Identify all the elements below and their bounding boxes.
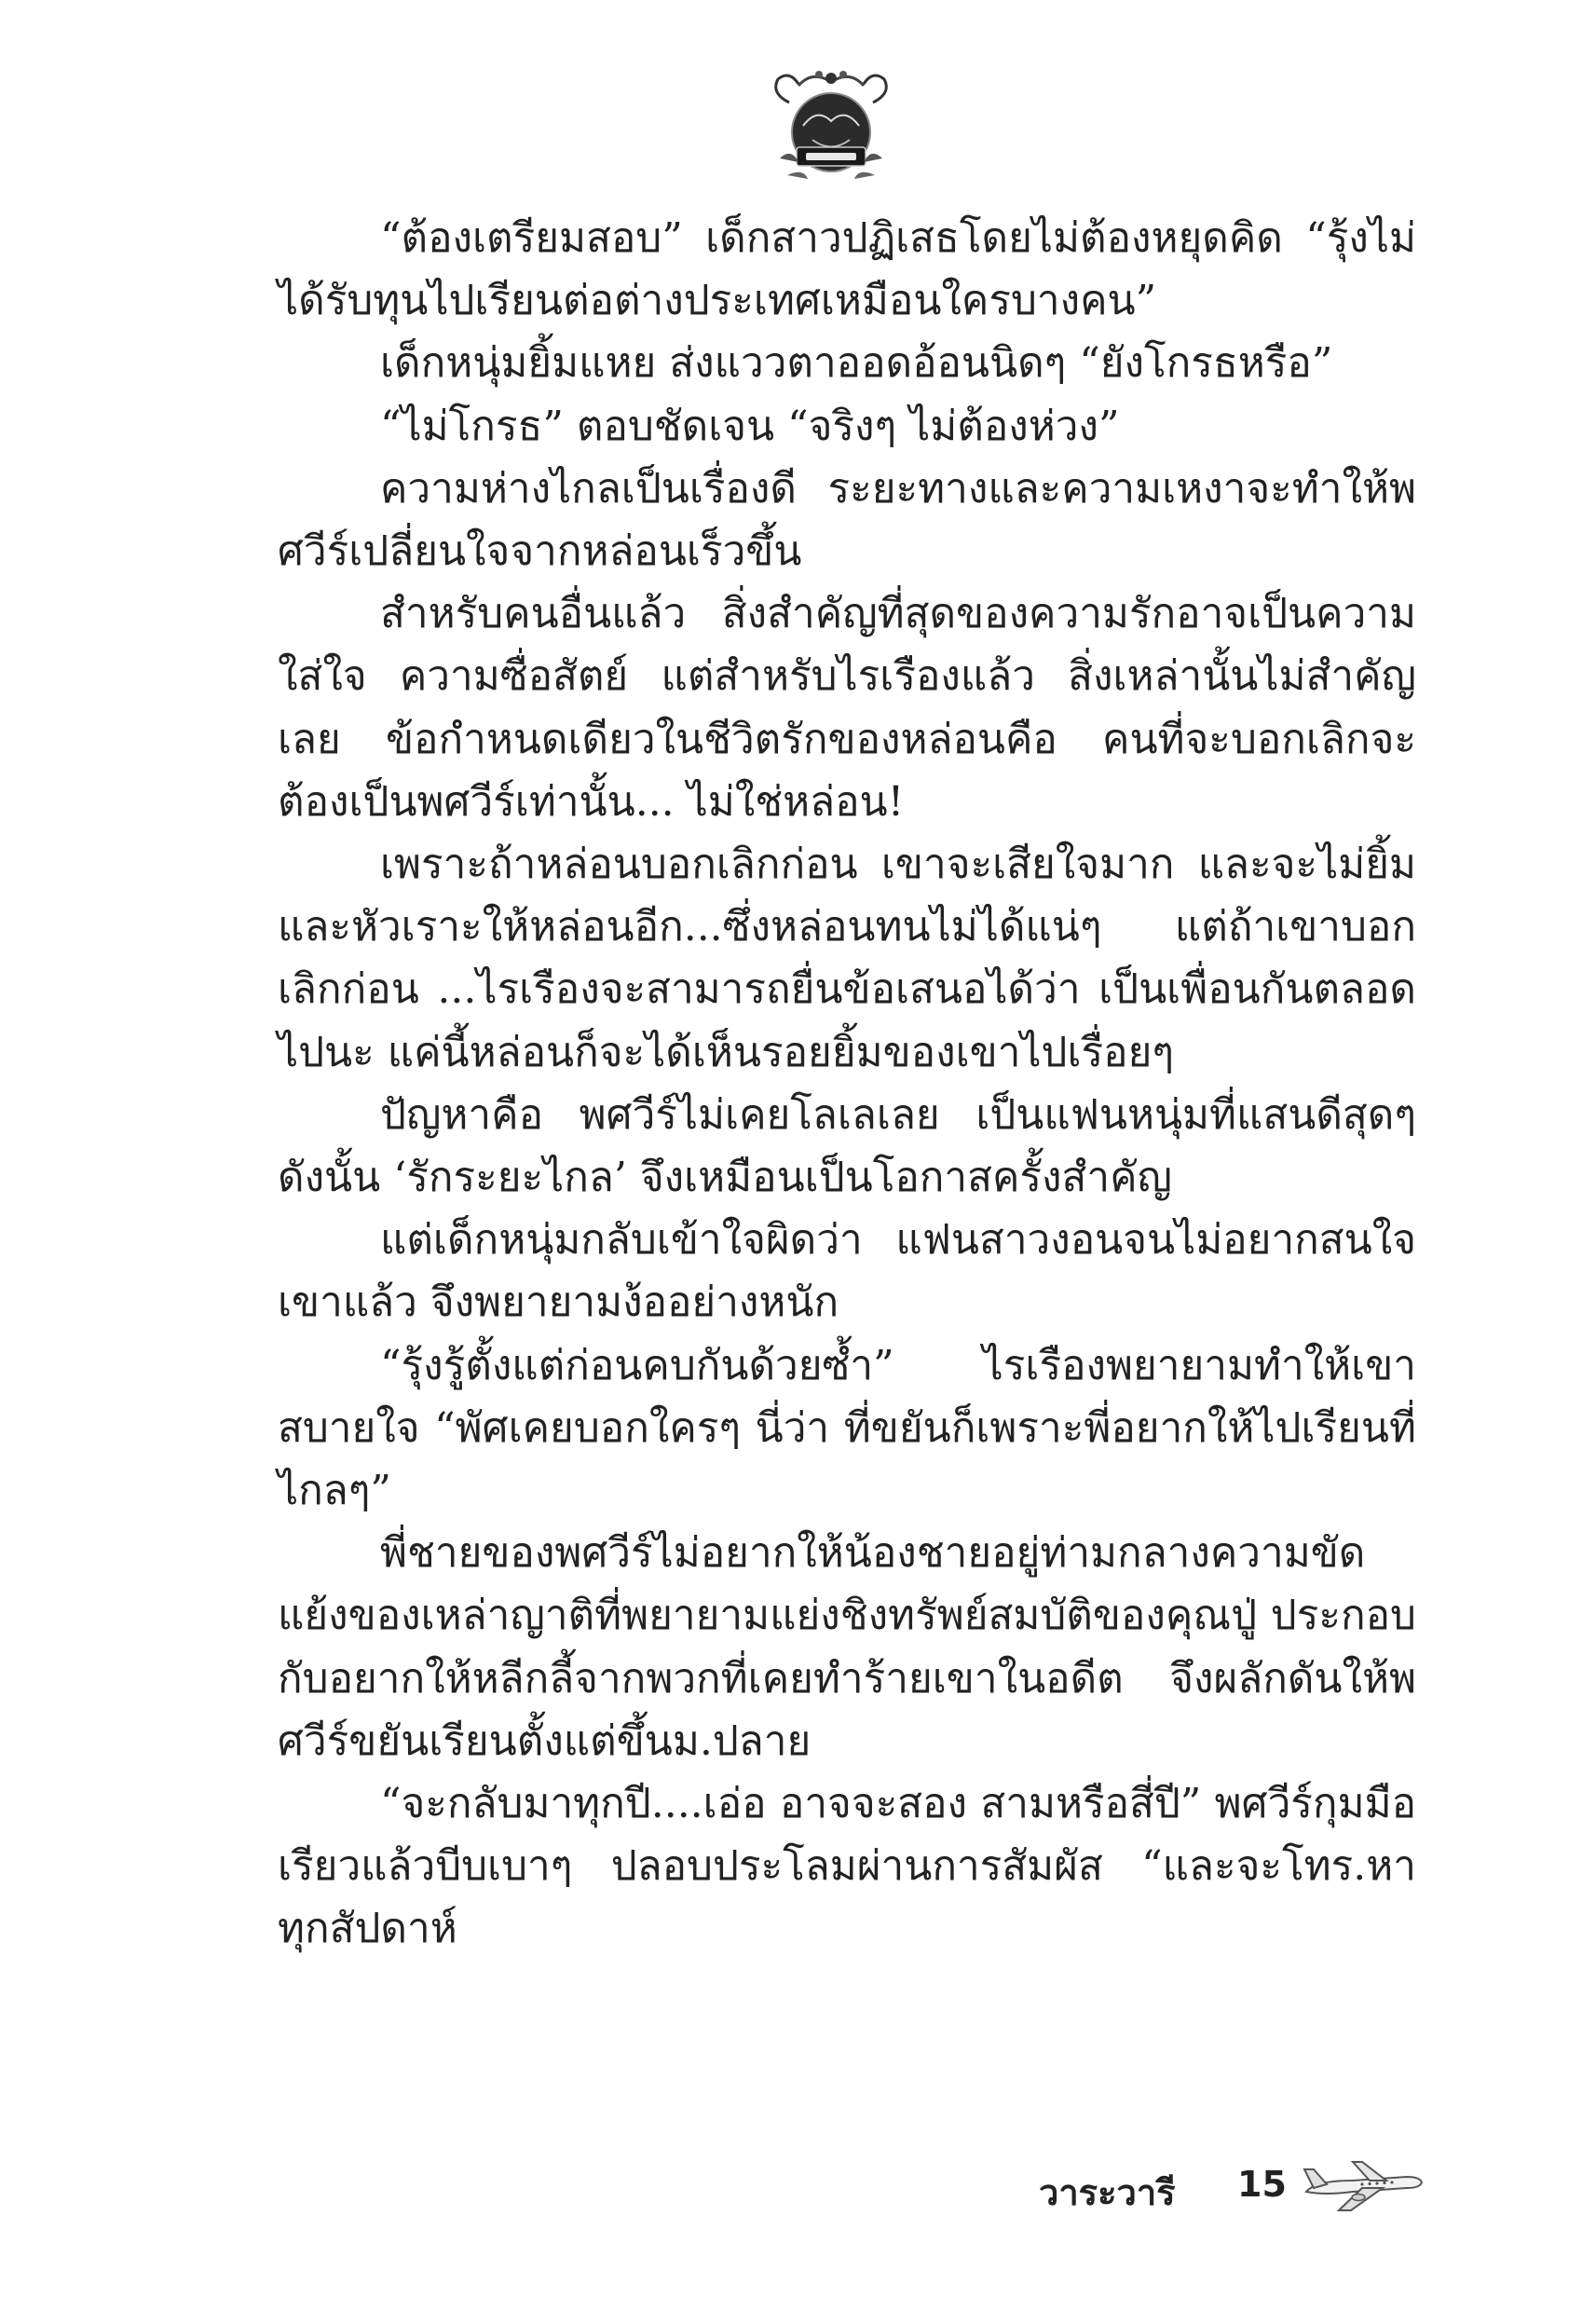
publisher-seal-logo-graphic bbox=[761, 65, 901, 186]
paragraph: ปัญหาคือ พศวีร์ไม่เคยโลเลเลย เป็นแฟนหนุ่มที่แสนดีสุดๆ ดังนั้น ‘รักระยะไกล’ จึงเหมือนเป็นโอกาสครั้งสำคัญ bbox=[278, 1090, 1416, 1202]
paragraph: “จะกลับมาทุกปี....เอ่อ อาจจะสอง สามหรือสี่ปี” พศวีร์กุมมือเรียวแล้วบีบเบาๆ ปลอบประโลมผ่านการสัมผัส “และจะโทร.หาทุกสัปดาห์ bbox=[278, 1780, 1416, 1953]
paragraph: ความห่างไกลเป็นเรื่องดี ระยะทางและความเหงาจะทำให้พศวีร์เปลี่ยนใจจากหล่อนเร็วขึ้น bbox=[278, 464, 1416, 576]
paragraph: เพราะถ้าหล่อนบอกเลิกก่อน เขาจะเสียใจมาก และจะไม่ยิ้มและหัวเราะให้หล่อนอีก...ซึ่งหล่อนทนไม่ได้แน่ๆ แต่ถ้าเขาบอกเลิกก่อน ...ไรเรืองจะสามารถยื่นข้อเสนอได้ว่า เป็นเพื่อนกันตลอดไปนะ แค่นี้หล่อนก็จะได้เห็นรอยยิ้มของเขาไปเรื่อยๆ bbox=[278, 841, 1416, 1076]
page-number: 15 bbox=[1237, 2164, 1287, 2205]
page-footer bbox=[1025, 2153, 1435, 2227]
paragraph: เด็กหนุ่มยิ้มแหย ส่งแววตาออดอ้อนนิดๆ “ยังโกรธหรือ” bbox=[380, 339, 1333, 388]
paragraph: พี่ชายของพศวีร์ไม่อยากให้น้องชายอยู่ท่ามกลางความขัดแย้งของเหล่าญาติที่พยายามแย่งชิงทรัพย์สมบัติของคุณปู่ ประกอบกับอยากให้หลีกลี้จากพวกที่เคยทำร้ายเขาในอดีต จึงผลักดันให้พศวีร์ขยันเรียนตั้งแต่ขึ้นม.ปลาย bbox=[278, 1529, 1416, 1765]
book-title: วาระวารี bbox=[1039, 2172, 1176, 2213]
paragraph: “ต้องเตรียมสอบ” เด็กสาวปฏิเสธโดยไม่ต้องหยุดคิด “รุ้งไม่ได้รับทุนไปเรียนต่อต่างประเทศเหมือนใครบางคน” bbox=[278, 214, 1416, 325]
paragraph: “ไม่โกรธ” ตอบชัดเจน “จริงๆ ไม่ต้องห่วง” bbox=[380, 402, 1120, 450]
paragraph: สำหรับคนอื่นแล้ว สิ่งสำคัญที่สุดของความรักอาจเป็นความใส่ใจ ความซื่อสัตย์ แต่สำหรับไรเรืองแล้ว สิ่งเหล่านั้นไม่สำคัญเลย ข้อกำหนดเดียวในชีวิตรักของหล่อนคือ คนที่จะบอกเลิกจะต้องเป็นพศวีร์เท่านั้น... ไม่ใช่หล่อน! bbox=[278, 590, 1416, 826]
paragraph: “รุ้งรู้ตั้งแต่ก่อนคบกันด้วยซ้ำ” ไรเรืองพยายามทำให้เขาสบายใจ “พัศเคยบอกใครๆ นี่ว่า ที่ขยันก็เพราะพี่อยากให้ไปเรียนที่ไกลๆ” bbox=[278, 1341, 1416, 1515]
paragraph: แต่เด็กหนุ่มกลับเข้าใจผิดว่า แฟนสาวงอนจนไม่อยากสนใจเขาแล้ว จึงพยายามง้ออย่างหนัก bbox=[278, 1216, 1416, 1327]
publisher-seal-logo bbox=[761, 65, 901, 186]
airplane-icon bbox=[1297, 2153, 1427, 2218]
body-text bbox=[278, 207, 1416, 1961]
